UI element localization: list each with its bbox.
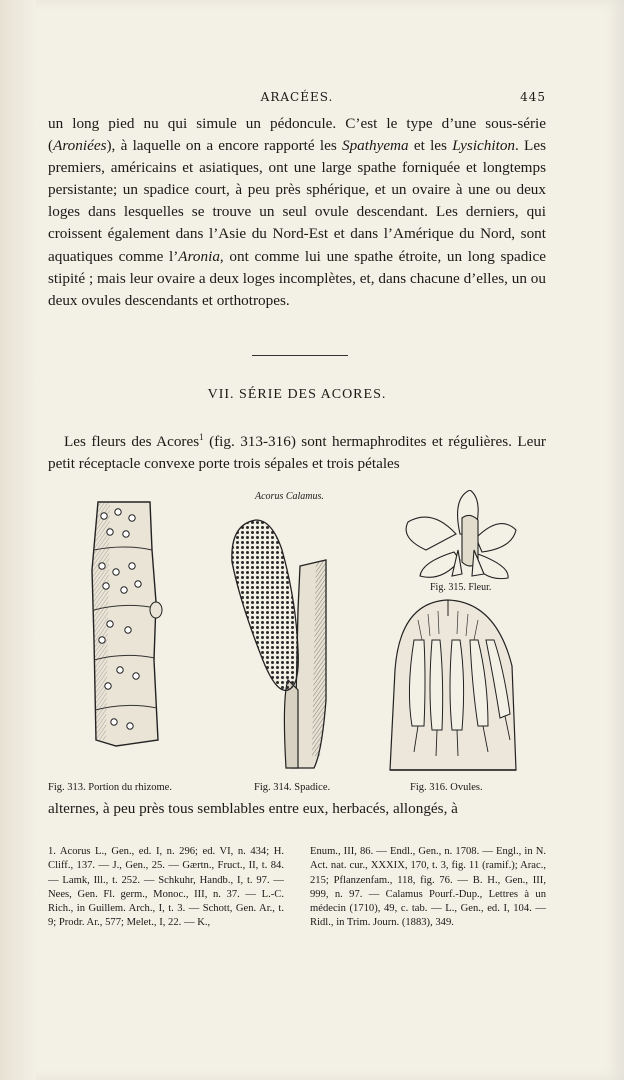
paragraph-acores <box>48 426 546 475</box>
text-run: . Les premiers, américains et asiatiques, ont une large spathe forniquée et longtemps persistante; un spadice court, à peu près sphérique, et un ovaire à une ou deux loges dans lesquelles se trouve un seul ovule descendant. Les derniers, qui croissent également dans l’Asie du Nord-Est et dans l’Amérique du Nord, sont aquatiques comme l’ <box>48 137 546 265</box>
section-heading: VII. SÉRIE DES ACORES. <box>207 387 387 402</box>
rhizome-drawing <box>92 502 162 746</box>
footnote-column-left: 1. Acorus L., Gen., ed. I, n. 296; ed. VI, n. 434; H. Cliff., 137. — J., Gen., 25. — Gærtn., Fruct., II, t. 84. — Lamk, Ill., t. 252. — Schkuhr, Handb., I, t. 97. — Nees, Gen. Fl. germ., Monoc., III, n. 37. — L.-C. Rich., in Guillem. Arch., I, t. 3. — Schott, Gen. Ar., t. 9; Prodr. Ar., 577; Melet., I, 22. — K., <box>48 846 284 929</box>
footnote-column-right: Enum., III, 86. — Endl., Gen., n. 1708. — Engl., in N. Act. nat. cur., XXXIX, 170, t. 3, fig. 11 (ramif.); Arac., 215; Pflanzenfam., 118, fig. 76. — B. H., Gen., III, 999, n. 97. — Calamus Pourf.-Dup., Lettres à un médecin (1710), 49, c. tab. — L., Gen., ed. I, 104. — Ridl., in Trim. Journ. (1883), 349. <box>310 846 546 929</box>
text-run: (fig. 313-316) sont hermaphrodites et régulières. Leur petit réceptacle convexe porte trois sépales et trois pétales <box>48 433 546 473</box>
italic-term: Lysichiton <box>452 137 516 155</box>
page-number: 445 <box>520 90 546 104</box>
botanical-illustrations <box>80 490 532 792</box>
text-run: Les fleurs des Acores <box>64 433 200 451</box>
paragraph-aroniees <box>48 113 546 312</box>
italic-term: Aroniées <box>53 137 107 155</box>
caption-fig314: Fig. 314. Spadice. <box>254 782 331 793</box>
caption-fig315: Fig. 315. Fleur. <box>430 582 492 593</box>
text-run: et les <box>408 137 453 155</box>
text-run: , ont comme lui une spathe étroite, un long spadice stipité ; mais leur ovaire a deux loges incomplètes, et, dans chacune d’elles, un ou deux ovules descendants et orthotropes. <box>48 247 547 309</box>
section-divider <box>252 355 348 356</box>
text-run: un long pied nu qui simule un pédoncule. C’est le type d’une sous-série ( <box>48 115 546 155</box>
running-header <box>48 90 546 110</box>
text-run: ), à laquelle on a encore rapporté les <box>106 137 342 155</box>
running-title: ARACÉES. <box>260 90 334 104</box>
spadix-drawing <box>232 520 326 768</box>
paragraph-continuation <box>48 798 546 820</box>
figure-plate <box>48 490 532 793</box>
page-gutter-shadow <box>0 0 36 1080</box>
plant-name-label: Acorus Calamus. <box>255 491 324 502</box>
caption-fig313: Fig. 313. Portion du rhizome. <box>48 782 172 793</box>
text-run: alternes, à peu près tous semblables entre eux, herbacés, allongés, à <box>48 800 458 817</box>
footnotes <box>48 845 546 931</box>
footnote-marker: 1 <box>199 432 204 442</box>
italic-term: Aronia <box>178 247 220 265</box>
flower-drawing <box>406 490 516 579</box>
ovules-drawing <box>390 600 516 770</box>
italic-term: Spathyema <box>341 137 409 155</box>
caption-fig316: Fig. 316. Ovules. <box>410 782 483 793</box>
